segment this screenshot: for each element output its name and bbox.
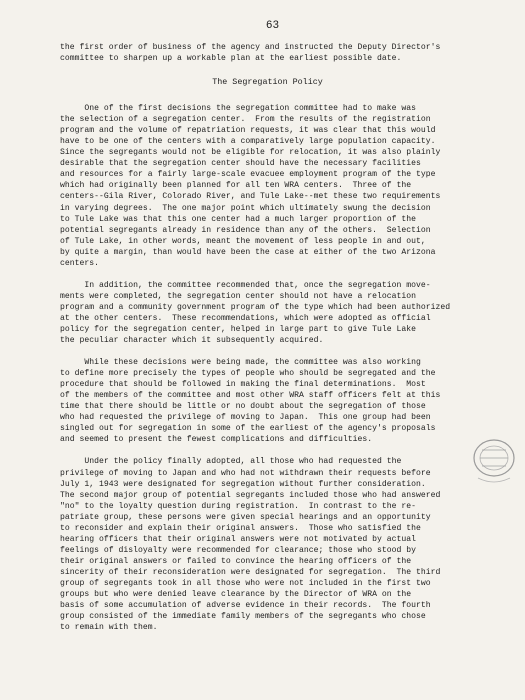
text-line: to define more precisely the types of people who should be segregated and the	[60, 369, 436, 379]
text-line: of Tule Lake, in other words, meant the movement of less people in and out,	[60, 236, 426, 246]
paragraph	[60, 42, 475, 64]
text-line: privilege of moving to Japan and who had not withdrawn their requests before	[60, 468, 431, 478]
text-line: Since the segregants would not be eligible for relocation, it was also plainly	[60, 148, 441, 158]
text-line: In addition, the committee recommended that, once the segregation move-	[60, 280, 431, 290]
text-line: patriate group, these persons were given special hearings and an opportunity	[60, 512, 431, 522]
paragraph-gap	[60, 269, 475, 280]
text-line: centers--Gila River, Colorado River, and Tule Lake--met these two requirements	[60, 192, 441, 202]
document-body	[60, 42, 475, 633]
text-line: to reconsider and explain their original answers. Those who satisfied the	[60, 523, 421, 533]
text-line: sincerity of their reconsideration were designated for segregation. The third	[60, 567, 441, 577]
text-line: committee to sharpen up a workable plan at the earliest possible date.	[60, 54, 402, 64]
text-line: the peculiar character which it subsequently acquired.	[60, 336, 324, 346]
text-line: ments were completed, the segregation center should not have a relocation	[60, 291, 417, 301]
text-line: "no" to the loyalty question during registration. In contrast to the re-	[60, 501, 417, 511]
text-line: the selection of a segregation center. From the results of the registration	[60, 115, 431, 125]
text-line: basis of some accumulation of adverse evidence in their records. The fourth	[60, 601, 431, 611]
text-line: Under the policy finally adopted, all those who had requested the	[60, 457, 402, 467]
text-line: group of segregants took in all those who were not included in the first two	[60, 578, 431, 588]
text-line: group consisted of the immediate family members of the segregants who chose	[60, 612, 426, 622]
text-line: in varying degrees. The one major point which ultimately swung the decision	[60, 203, 431, 213]
text-line: by quite a margin, than would have been the case at either of the two Arizona	[60, 247, 436, 257]
text-line: to remain with them.	[60, 623, 158, 633]
text-line: to Tule Lake was that this one center had a much larger proportion of the	[60, 214, 417, 224]
text-line: policy for the segregation center, helped in large part to give Tule Lake	[60, 324, 417, 334]
archive-stamp-icon	[468, 434, 516, 494]
text-line: July 1, 1943 were designated for segregation without further consideration.	[60, 479, 426, 489]
text-line: One of the first decisions the segregation committee had to make was	[60, 104, 417, 114]
paragraph	[60, 103, 475, 269]
text-line: hearing officers that their original answers were not motivated by actual	[60, 534, 417, 544]
text-line: singled out for segregation in some of the earliest of the agency's proposals	[60, 424, 436, 434]
text-line: program and a community government program of the type which had been authorized	[60, 302, 451, 312]
text-line: have to be one of the centers with a comparatively large population capacity.	[60, 137, 436, 147]
text-line: desirable that the segregation center should have the necessary facilities	[60, 159, 421, 169]
text-line: The second major group of potential segregants included those who had answered	[60, 490, 441, 500]
text-line: of the members of the committee and most other WRA staff officers felt at this	[60, 391, 441, 401]
text-line: potential segregants already in residence than any of the others. Selection	[60, 225, 431, 235]
text-line: the first order of business of the agency and instructed the Deputy Director's	[60, 43, 441, 52]
text-line: which had originally been planned for all ten WRA centers. Three of the	[60, 181, 412, 191]
paragraph-gap	[60, 346, 475, 357]
text-line: feelings of disloyalty were recommended for clearance; those who stood by	[60, 545, 417, 555]
text-line: at the other centers. These recommendations, which were adopted as official	[60, 313, 431, 323]
text-line: and resources for a fairly large-scale evacuee employment program of the type	[60, 170, 436, 180]
text-line: groups but who were denied leave clearance by the Director of WRA on the	[60, 590, 412, 600]
text-line: who had requested the privilege of moving to Japan. This one group had been	[60, 413, 431, 423]
text-line: time that there should be little or no doubt about the segregation of those	[60, 402, 426, 412]
text-line: their original answers or failed to convince the hearing officers of the	[60, 556, 412, 566]
text-line: program and the volume of repatriation requests, it was clear that this would	[60, 126, 436, 136]
text-line: procedure that should be followed in making the final determinations. Most	[60, 380, 426, 390]
text-line: centers.	[60, 258, 100, 268]
section-heading: The Segregation Policy	[212, 77, 323, 88]
paragraph	[60, 357, 475, 445]
paragraph	[60, 280, 475, 346]
paragraph	[60, 456, 475, 633]
page-number: 63	[265, 20, 280, 32]
text-line: While these decisions were being made, the committee was also working	[60, 358, 421, 368]
text-line: and seemed to present the fewest complications and difficulties.	[60, 435, 373, 445]
paragraph-gap	[60, 445, 475, 456]
